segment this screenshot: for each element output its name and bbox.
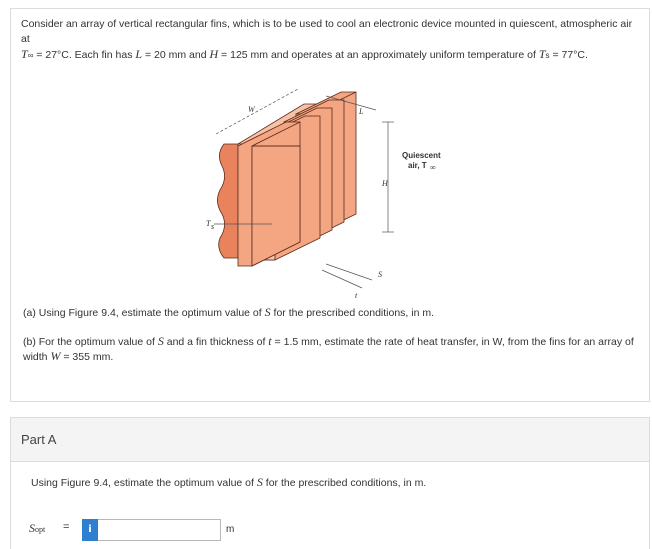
answer-row <box>29 519 329 541</box>
answer-label: Sopt <box>29 521 46 535</box>
base-plate <box>217 144 238 258</box>
label-h: H <box>382 179 388 188</box>
L-symbol: L <box>135 47 143 61</box>
label-t: t <box>355 291 358 300</box>
part-a-card <box>10 417 650 549</box>
fin-array-diagram <box>176 74 466 304</box>
equals-sign: = <box>63 521 70 533</box>
problem-card <box>10 8 650 402</box>
tinf-value: = 27°C. Each fin has <box>33 49 136 61</box>
part-a-title: Part A <box>21 432 57 447</box>
label-air-1: Quiescent <box>402 151 441 160</box>
label-ts-sub: s <box>211 222 215 231</box>
s-opt-input[interactable] <box>98 519 221 541</box>
s-dim-line <box>326 264 372 280</box>
info-icon[interactable]: i <box>82 519 98 541</box>
question-b: (b) For the optimum value of S and a fin thickness of t = 1.5 mm, estimate the rate of heat transfer, in W, from the fins for an array of width W = 355 mm. <box>23 334 634 363</box>
tinf-symbol: T <box>21 47 28 61</box>
label-w: W <box>248 105 255 114</box>
problem-intro <box>21 17 643 63</box>
label-air-2-sub: ∞ <box>430 163 436 172</box>
part-a-header[interactable] <box>11 418 649 462</box>
label-l: L <box>359 107 364 116</box>
question-a: (a) Using Figure 9.4, estimate the optimum value of S for the prescribed conditions, in m. <box>23 305 435 319</box>
tinf-subscript: ∞ <box>27 51 34 60</box>
ts-value: = 77°C. <box>549 49 588 61</box>
H-symbol: H <box>209 47 219 61</box>
L-value: = 20 mm and <box>142 49 210 61</box>
intro-text: Consider an array of vertical rectangular fins, which is to be used to cool an electronic device mounted in quiescent, atmospheric air at <box>21 18 633 45</box>
label-air-2: air, T <box>408 161 427 170</box>
label-s: S <box>378 270 382 279</box>
unit-label: m <box>226 524 235 535</box>
label-ts: T <box>206 219 211 228</box>
ts-symbol: T <box>538 47 546 61</box>
part-a-question: Using Figure 9.4, estimate the optimum value of S for the prescribed conditions, in m. <box>31 475 427 489</box>
fin-array-figure <box>176 74 466 304</box>
ts-subscript: s <box>545 51 550 60</box>
fin-front <box>238 122 300 266</box>
H-value: = 125 mm and operates at an approximately uniform temperature of <box>218 49 539 61</box>
